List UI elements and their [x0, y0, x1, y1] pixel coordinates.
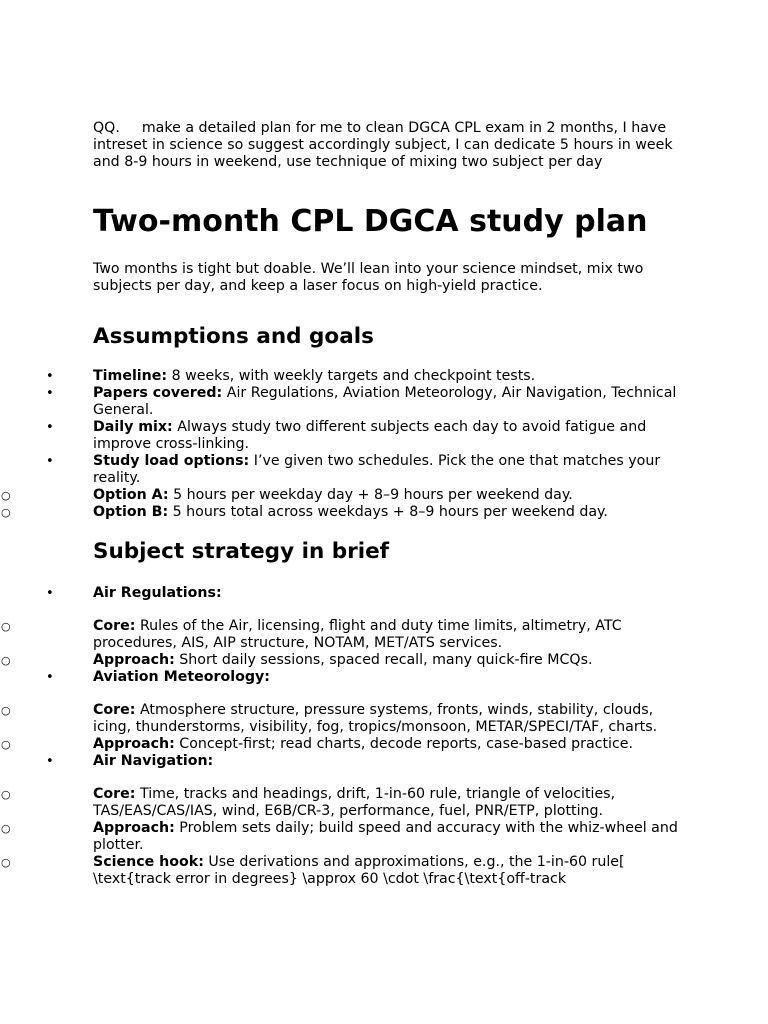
item-label: Core: — [93, 786, 136, 802]
bullet-marker: • — [46, 670, 54, 685]
list-item — [1, 820, 693, 854]
question-text: make a detailed plan for me to clean DGCA CPL exam in 2 months, I have intreset in science so suggest accordingly subject, I can dedicate 5 hours in week and 8-9 hours in weekend, use technique of mixing two subject per day — [93, 120, 673, 170]
circle-marker: ○ — [1, 654, 11, 667]
item-label: Approach: — [93, 820, 175, 836]
item-text: I’ve given two schedules. Pick the one that matches your reality. — [93, 453, 661, 486]
item-label: Option A: — [93, 487, 169, 503]
bullet-marker: • — [46, 754, 54, 769]
list-item — [46, 753, 693, 770]
section-heading-assumptions: Assumptions and goals — [93, 324, 374, 349]
item-label: Air Navigation: — [93, 753, 214, 769]
circle-marker: ○ — [1, 738, 11, 751]
circle-marker: ○ — [1, 856, 11, 869]
list-item — [1, 736, 693, 753]
circle-marker: ○ — [1, 704, 11, 717]
document-content — [1, 120, 693, 888]
document-title: Two-month CPL DGCA study plan — [93, 204, 648, 239]
item-label: Study load options: — [93, 453, 250, 469]
item-text: 5 hours total across weekdays + 8–9 hours per weekend day. — [168, 504, 608, 520]
strategy-list — [1, 585, 693, 888]
question-paragraph — [93, 120, 693, 171]
list-item — [1, 652, 693, 669]
list-item — [1, 618, 693, 652]
item-label: Timeline: — [93, 368, 168, 384]
intro-paragraph: Two months is tight but doable. We’ll lean into your science mindset, mix two subjects per day, and keep a laser focus on high-yield practice. — [93, 261, 644, 294]
list-item — [1, 854, 693, 888]
bullet-marker: • — [46, 420, 54, 435]
list-item — [1, 504, 693, 521]
list-item — [46, 669, 693, 686]
list-item — [46, 385, 693, 419]
section-heading-strategy: Subject strategy in brief — [93, 539, 390, 564]
circle-marker: ○ — [1, 788, 11, 801]
item-label: Science hook: — [93, 854, 204, 870]
bullet-marker: • — [46, 369, 54, 384]
item-text: Use derivations and approximations, e.g., the 1-in-60 rule[ \text{track error in degrees} \approx 60 \cdot \frac{\text{off-track — [93, 854, 625, 887]
circle-marker: ○ — [1, 620, 11, 633]
list-item — [46, 419, 693, 453]
bullet-marker: • — [46, 586, 54, 601]
bullet-marker: • — [46, 386, 54, 401]
item-label: Aviation Meteorology: — [93, 669, 270, 685]
list-item — [46, 368, 693, 385]
item-label: Approach: — [93, 652, 175, 668]
list-item — [1, 786, 693, 820]
item-text: 8 weeks, with weekly targets and checkpoint tests. — [167, 368, 536, 384]
item-text: Air Regulations, Aviation Meteorology, Air Navigation, Technical General. — [93, 385, 677, 418]
question-prefix: QQ. — [93, 120, 120, 136]
circle-marker: ○ — [1, 489, 11, 502]
list-item — [1, 487, 693, 504]
item-label: Air Regulations: — [93, 585, 222, 601]
list-item — [46, 453, 693, 487]
item-label: Core: — [93, 618, 136, 634]
item-text: Always study two different subjects each day to avoid fatigue and improve cross-linking. — [93, 419, 647, 452]
item-label: Papers covered: — [93, 385, 223, 401]
list-item — [46, 585, 693, 602]
circle-marker: ○ — [1, 506, 11, 519]
item-text: Concept-first; read charts, decode reports, case-based practice. — [174, 736, 634, 752]
item-text: Short daily sessions, spaced recall, many quick-fire MCQs. — [174, 652, 593, 668]
item-label: Option B: — [93, 504, 169, 520]
item-text: 5 hours per weekday day + 8–9 hours per weekend day. — [168, 487, 573, 503]
bullet-marker: • — [46, 454, 54, 469]
list-item — [1, 702, 693, 736]
assumptions-list — [1, 368, 693, 521]
item-text: Atmosphere structure, pressure systems, fronts, winds, stability, clouds, icing, thunderstorms, visibility, fog, tropics/monsoon, METAR/SPECI/TAF, charts. — [93, 702, 658, 735]
item-label: Core: — [93, 702, 136, 718]
item-text: Rules of the Air, licensing, flight and duty time limits, altimetry, ATC procedures, AIS, AIP structure, NOTAM, MET/ATS services. — [93, 618, 622, 651]
item-label: Daily mix: — [93, 419, 173, 435]
circle-marker: ○ — [1, 822, 11, 835]
item-text: Time, tracks and headings, drift, 1-in-60 rule, triangle of velocities, TAS/EAS/CAS/IAS, wind, E6B/CR-3, performance, fuel, PNR/ETP, plotting. — [93, 786, 616, 819]
item-text: Problem sets daily; build speed and accuracy with the whiz-wheel and plotter. — [93, 820, 678, 853]
item-label: Approach: — [93, 736, 175, 752]
